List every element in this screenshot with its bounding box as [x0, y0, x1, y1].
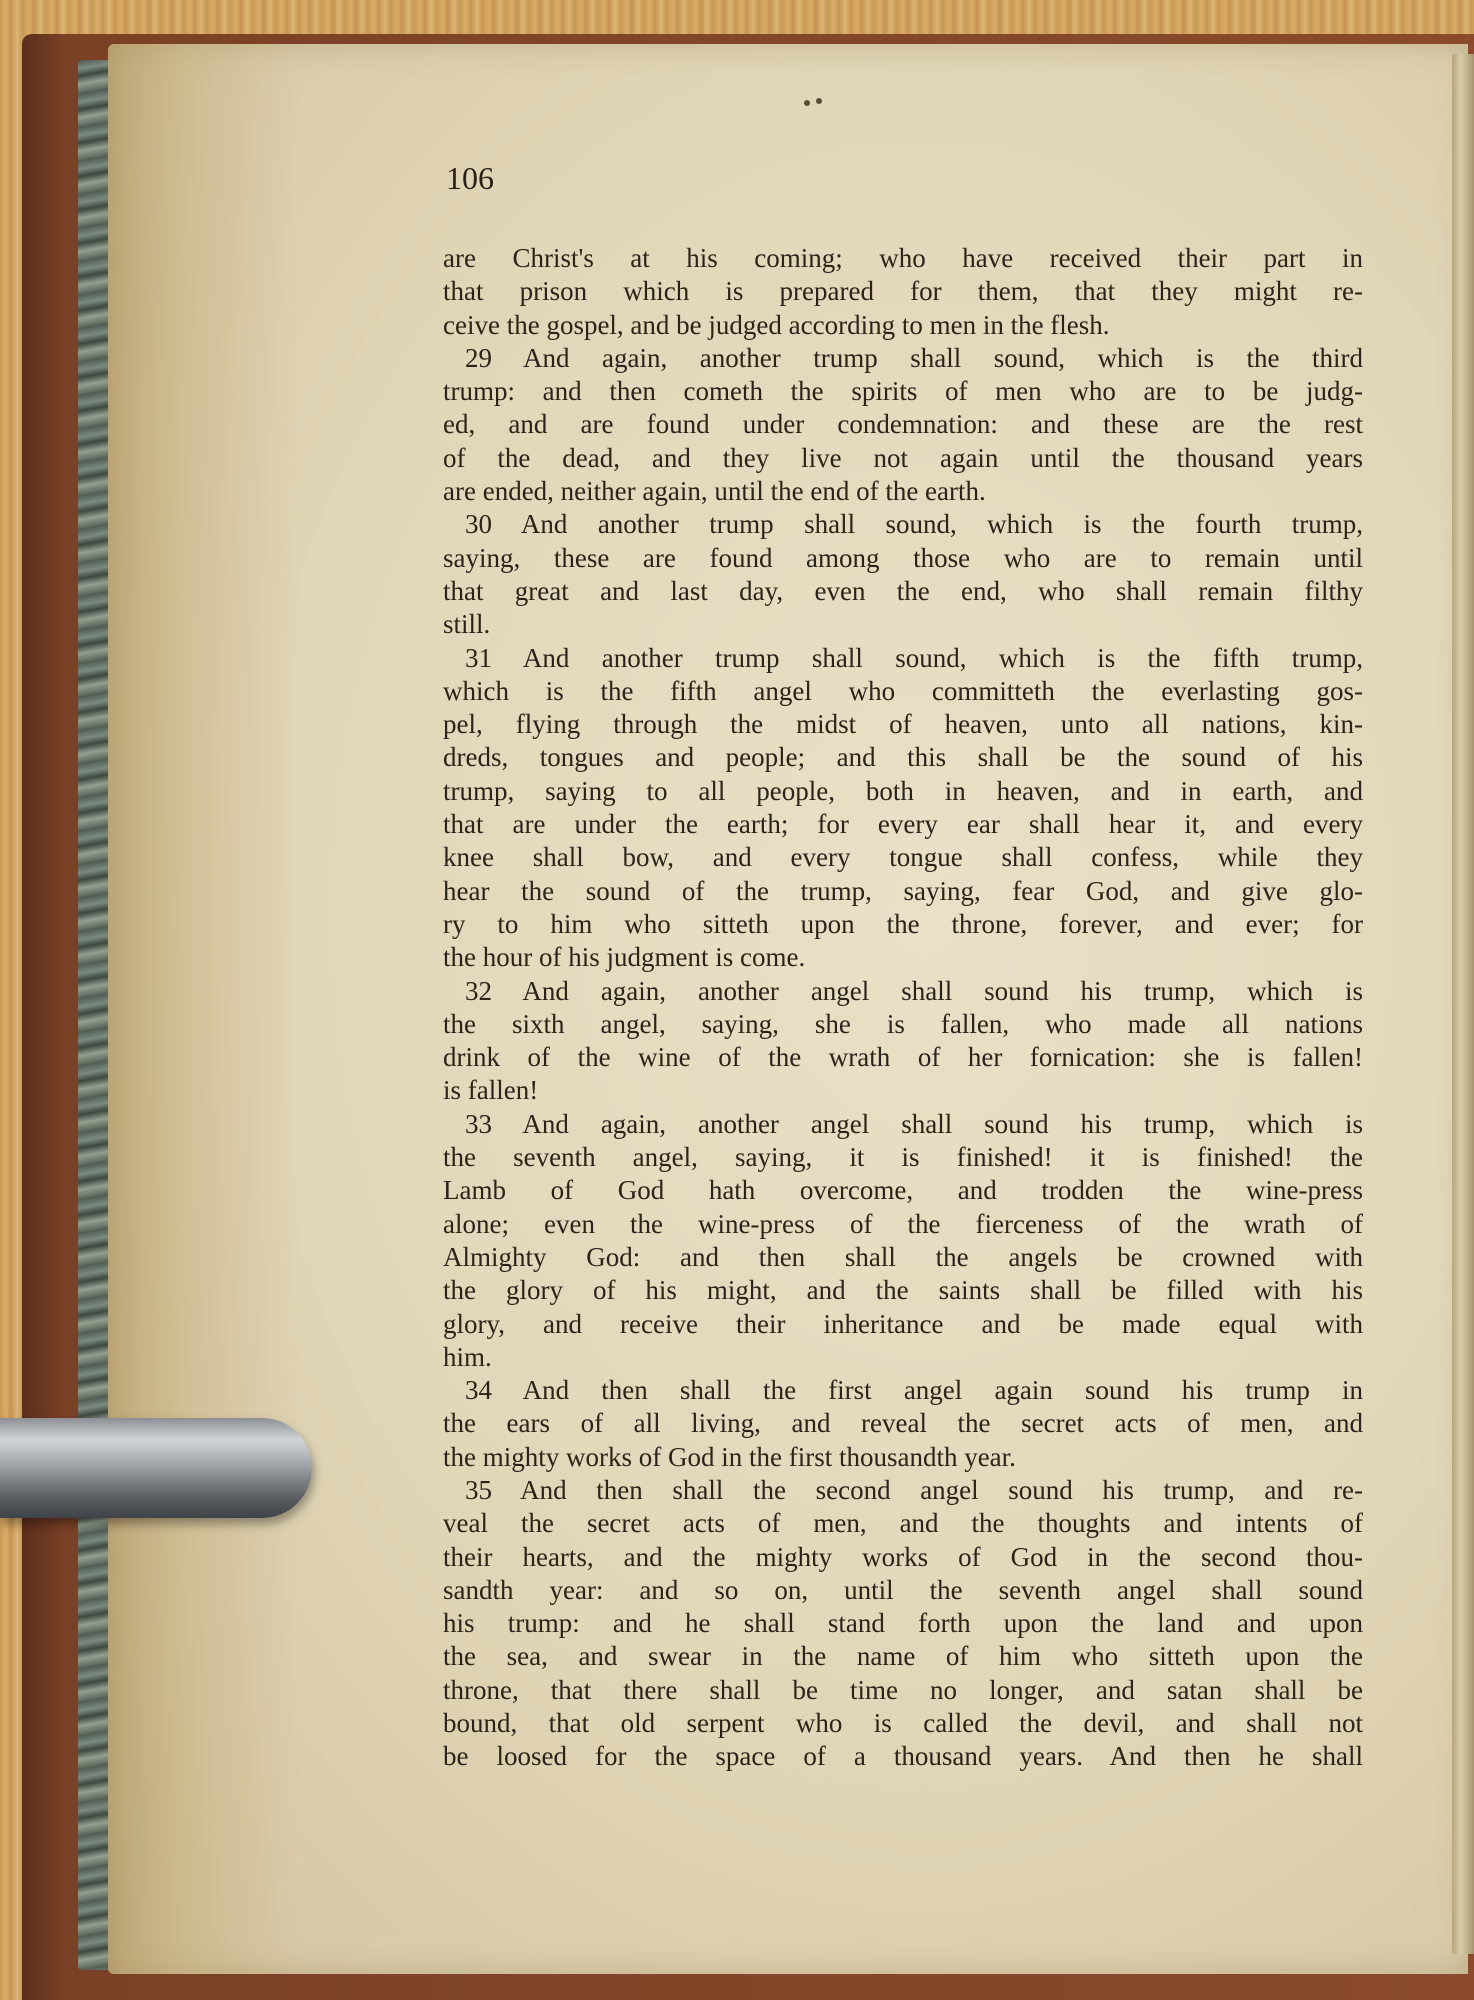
speck — [816, 98, 822, 104]
text-line: his trump: and he shall stand forth upon the land and upon — [443, 1608, 1363, 1639]
text-line: trump: and then cometh the spirits of men who are to be judg- — [443, 376, 1363, 407]
text-line: the glory of his might, and the saints shall be filled with his — [443, 1275, 1363, 1306]
text-line: bound, that old serpent who is called the devil, and shall not — [443, 1708, 1363, 1739]
text-line: are ended, neither again, until the end of the earth. — [443, 476, 986, 507]
page-number: 106 — [446, 160, 494, 196]
text-line: him. — [443, 1341, 492, 1372]
text-line: saying, these are found among those who are to remain until — [443, 542, 1363, 573]
text-line: the hour of his judgment is come. — [443, 942, 806, 973]
text-line: 32 And again, another angel shall sound his trump, which is — [465, 975, 1363, 1006]
text-line: sandth year: and so on, until the seventh angel shall sound — [443, 1574, 1363, 1605]
text-line: 31 And another trump shall sound, which is the fifth trump, — [465, 642, 1363, 673]
text-line: be loosed for the space of a thousand years. And then he shall — [443, 1741, 1363, 1772]
text-line: dreds, tongues and people; and this shall be the sound of his — [443, 742, 1363, 773]
text-line: is fallen! — [443, 1075, 539, 1106]
text-line: ceive the gospel, and be judged according to men in the flesh. — [443, 309, 1110, 340]
text-line: 35 And then shall the second angel sound his trump, and re- — [465, 1474, 1363, 1505]
page-stain — [108, 44, 298, 1974]
text-line: which is the fifth angel who committeth the everlasting gos- — [443, 675, 1363, 706]
knife-blade — [0, 1418, 312, 1518]
text-line: pel, flying through the midst of heaven, unto all nations, kin- — [443, 709, 1363, 740]
text-line: the ears of all living, and reveal the secret acts of men, and — [443, 1408, 1363, 1439]
facing-page-edge — [1452, 54, 1474, 1954]
text-line: trump, saying to all people, both in heaven, and in earth, and — [443, 775, 1363, 806]
text-line: are Christ's at his coming; who have received their part in — [443, 243, 1363, 273]
text-line: glory, and receive their inheritance and be made equal with — [443, 1308, 1363, 1339]
text-line: drink of the wine of the wrath of her fornication: she is fallen! — [443, 1042, 1363, 1073]
text-line: Almighty God: and then shall the angels be crowned with — [443, 1241, 1363, 1272]
text-line: veal the secret acts of men, and the thoughts and intents of — [443, 1508, 1363, 1539]
text-line: 33 And again, another angel shall sound his trump, which is — [465, 1108, 1363, 1139]
text-line: of the dead, and they live not again until the thousand years — [443, 442, 1363, 473]
text-line: that prison which is prepared for them, that they might re- — [443, 276, 1363, 307]
text-line: 34 And then shall the first angel again sound his trump in — [465, 1375, 1363, 1406]
text-line: the seventh angel, saying, it is finished! it is finished! the — [443, 1142, 1363, 1173]
text-line: their hearts, and the mighty works of God in the second thou- — [443, 1541, 1363, 1572]
text-line: still. — [443, 609, 491, 640]
page-text — [443, 242, 1363, 1774]
text-line: knee shall bow, and every tongue shall confess, while they — [443, 842, 1363, 873]
text-line: ed, and are found under condemnation: and these are the rest — [443, 409, 1363, 440]
text-line: 29 And again, another trump shall sound, which is the third — [465, 342, 1363, 373]
text-line: the mighty works of God in the first thousandth year. — [443, 1441, 1016, 1472]
text-line: ry to him who sitteth upon the throne, forever, and ever; for — [443, 908, 1363, 939]
text-line: that great and last day, even the end, who shall remain filthy — [443, 575, 1363, 606]
text-line: alone; even the wine-press of the fierceness of the wrath of — [443, 1208, 1363, 1239]
text-line: the sixth angel, saying, she is fallen, who made all nations — [443, 1008, 1363, 1039]
text-line: hear the sound of the trump, saying, fear God, and give glo- — [443, 875, 1363, 906]
text-line: throne, that there shall be time no longer, and satan shall be — [443, 1674, 1363, 1705]
text-line: the sea, and swear in the name of him who sitteth upon the — [443, 1641, 1363, 1672]
speck — [804, 100, 810, 106]
text-line: 30 And another trump shall sound, which is the fourth trump, — [465, 509, 1363, 540]
text-line: Lamb of God hath overcome, and trodden the wine-press — [443, 1175, 1363, 1206]
text-line: that are under the earth; for every ear shall hear it, and every — [443, 809, 1363, 840]
